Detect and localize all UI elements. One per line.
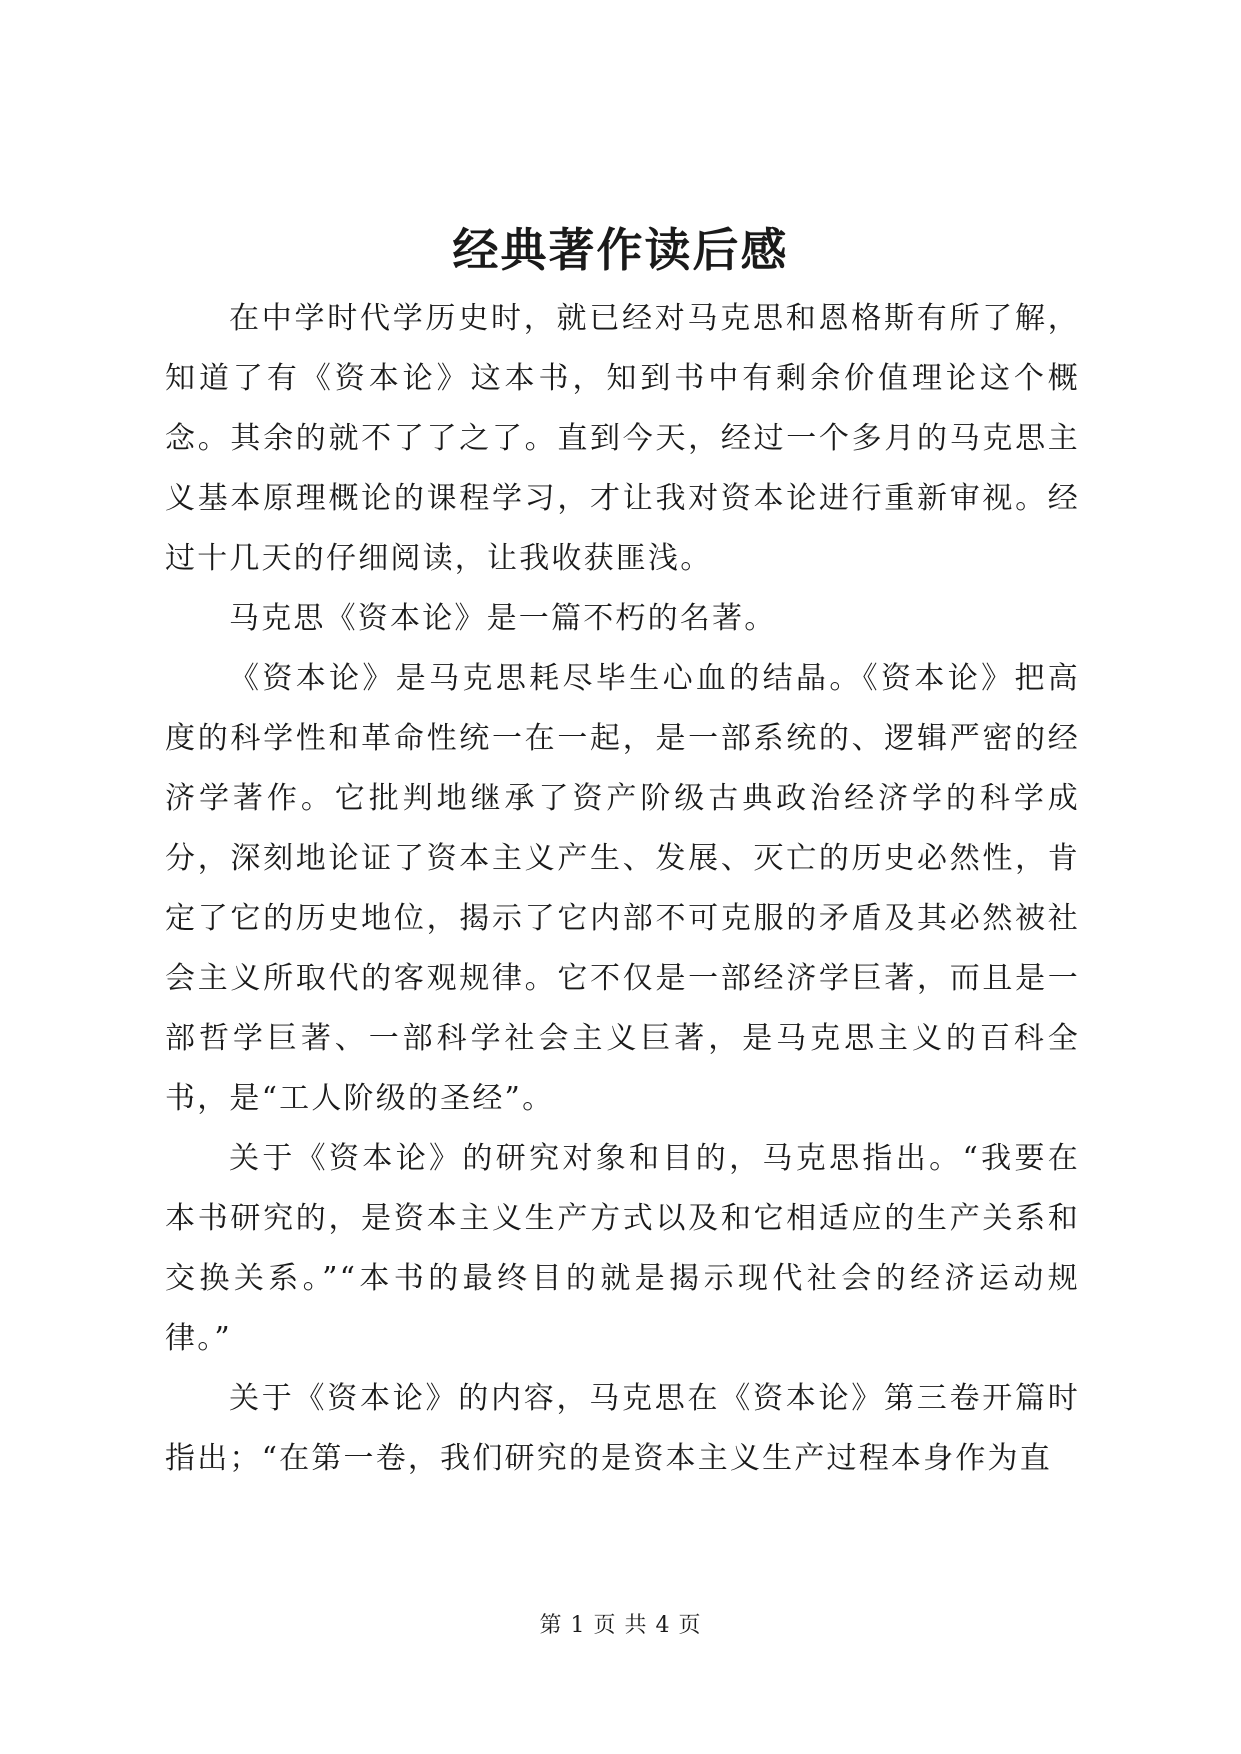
page-number-footer: 第 1 页 共 4 页	[539, 1613, 702, 1638]
paragraph-1: 在中学时代学历史时，就已经对马克思和恩格斯有所了解，知道了有《资本论》这本书，知到书中有剩余价值理论这个概念。其余的就不了了之了。直到今天，经过一个多月的马克思主义基本原理概论的课程学习，才让我对资本论进行重新审视。经过十几天的仔细阅读，让我收获匪浅。	[165, 301, 1080, 576]
document-title: 经典著作读后感	[452, 223, 789, 277]
paragraph-2: 马克思《资本论》是一篇不朽的名著。	[229, 601, 777, 636]
paragraph-3: 《资本论》是马克思耗尽毕生心血的结晶。《资本论》把高度的科学性和革命性统一在一起，是一部系统的、逻辑严密的经济学著作。它批判地继承了资产阶级古典政治经济学的科学成分，深刻地论证了资本主义产生、发展、灭亡的历史必然性，肯定了它的历史地位，揭示了它内部不可克服的矛盾及其必然被社会主义所取代的客观规律。它不仅是一部经济学巨著，而且是一部哲学巨著、一部科学社会主义巨著，是马克思主义的百科全书，是“工人阶级的圣经”。	[165, 661, 1080, 1116]
document-body	[165, 289, 1080, 1489]
paragraph-5: 关于《资本论》的内容，马克思在《资本论》第三卷开篇时指出；“在第一卷，我们研究的是资本主义生产过程本身作为直	[165, 1381, 1080, 1476]
paragraph-4: 关于《资本论》的研究对象和目的，马克思指出。“我要在本书研究的，是资本主义生产方式以及和它相适应的生产关系和交换关系。”“本书的最终目的就是揭示现代社会的经济运动规律。”	[165, 1141, 1080, 1356]
